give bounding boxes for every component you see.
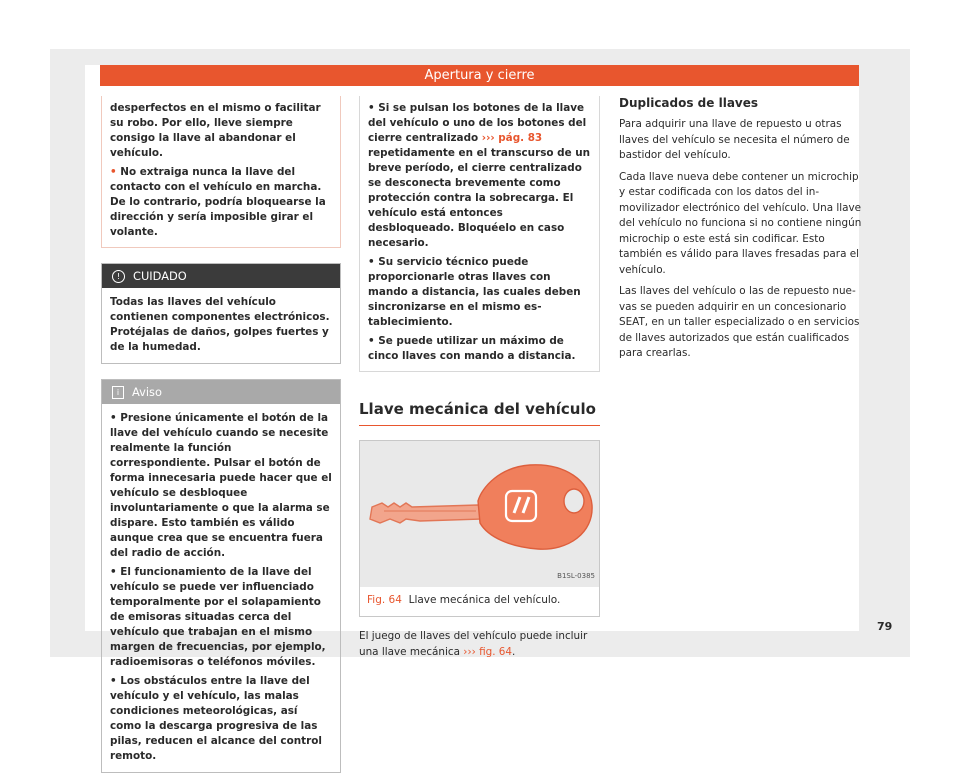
warning-item-text: No extraiga nunca la llave del contacto con el vehículo en marcha. De lo contrario, podría bloquearse la dirección y sería imposible girar el volante. [110,166,326,238]
aviso-item-text: El funcionamiento de la llave del vehículo se puede ver influenciado temporalmente por el solapamiento de emisoras situadas cerca del vehículo que trabajan en el mismo margen de frecuencias, por ejemplo, radioemisoras o teléfonos móviles. [110,566,326,668]
page-number: 79 [877,620,893,633]
info-icon: i [112,386,124,399]
aviso-body [102,404,340,772]
info-item-text: repetidamente en el transcurso de un breve período, el cierre centralizado se desconecta brevemente como protección contra la sobrecarga. El vehículo está entonces desbloqueado. Bloquéelo en caso necesario. [368,147,591,249]
figure-caption [360,587,599,616]
aviso-item: • Los obstáculos entre la llave del vehículo y el vehículo, las malas condiciones meteorológicas, así como la descarga progresiva de las pilas, reducen el alcance del control remoto. [110,675,322,762]
info-item: • Su servicio técnico puede proporcionarle otras llaves con mando a distancia, las cuales deben sincronizarse en el mismo establecimiento. [368,256,581,328]
section-title: Llave mecánica del vehículo [359,402,600,426]
info-item-text: Si se pulsan los botones de la llave del vehículo o uno de los botones del cierre centralizado [368,102,587,144]
warning-continuation-text: desperfectos en el mismo o facilitar su robo. Por ello, lleve siempre consigo la llave al abandonar el vehículo. [110,102,321,159]
info-item-text: Su servicio técnico puede proporcionarle otras llaves con mando a distancia, las cuales deben sincronizarse en el mismo establecimiento. [368,256,581,328]
bullet-icon: • [110,166,117,178]
warning-box-continuation [101,96,341,248]
warning-item [110,165,332,240]
body-end: . [512,645,516,658]
aviso-header [102,380,340,404]
figure-caption-text: Llave mecánica del vehículo. [408,594,561,606]
mechanical-key-illustration [360,441,601,587]
aviso-box [101,379,341,773]
body-paragraph [359,629,600,660]
info-box-continuation [359,96,600,372]
subsection-title: Duplicados de llaves [619,96,759,110]
fig-ref-link[interactable]: ››› fig. 64 [463,645,513,658]
cuidado-body: Todas las llaves del vehículo contienen componentes electrónicos. Protéjalas de daños, golpes fuertes y de la humedad. [110,296,330,353]
info-item: • Si se pulsan los botones de la llave del vehículo o uno de los botones del cierre centralizado ››› pág. 83 repetidamente en el transcurso de un breve período, el cierre centralizado se desconecta brevemente como protección contra la sobrecarga. El vehículo está entonces desbloqueado. Bloquéelo en caso necesario. [368,102,591,249]
page-ref-link[interactable]: ››› pág. 83 [481,132,543,144]
aviso-item: • Presione únicamente el botón de la llave del vehículo cuando se necesite realmente la función correspondiente. Pulsar el botón de forma innecesaria puede hacer que el vehículo se desbloquee involuntariamente o que la alarma se dispare. Esto también es válido aunque crea que se encuentra fuera del radio de acción. [110,412,332,559]
caution-icon: ! [112,270,125,283]
paragraph: Cada llave nueva debe contener un microchip y estar codificada con los datos del inmovilizador electrónico del vehículo. Una llave del vehículo no funciona si no contiene ningún microchip o este está sin codificar. Esto también es válido para llaves fresadas para el vehículo. [619,170,862,276]
paragraph: Para adquirir una llave de repuesto u otras llaves del vehículo se necesita el número de bastidor del vehículo. [619,118,850,161]
cuidado-box [101,263,341,364]
paragraph: Las llaves del vehículo o las de repuesto nuevas se pueden adquirir en un concesionario SEAT, en un taller especializado o en servicios de llaves autorizados que están cualificados para crearlas. [619,285,860,359]
chapter-header: Apertura y cierre [100,65,859,86]
aviso-item-text: Los obstáculos entre la llave del vehículo y el vehículo, las malas condiciones meteorológicas, así como la descarga progresiva de las pilas, reducen el alcance del control remoto. [110,675,322,762]
info-item: • Se puede utilizar un máximo de cinco llaves con mando a distancia. [368,335,576,362]
cuidado-title: CUIDADO [133,269,187,283]
figure-code: B1SL-0385 [557,572,595,580]
aviso-item: • El funcionamiento de la llave del vehículo se puede ver influenciado temporalmente por el solapamiento de emisoras situadas cerca del vehículo que trabajan en el mismo margen de frecuencias, por ejemplo, radioemisoras o teléfonos móviles. [110,566,326,668]
figure-image [360,441,599,587]
column-middle [359,96,600,660]
body-text: El juego de llaves del vehículo puede incluir una llave mecánica [359,630,588,658]
column-right [619,96,863,368]
column-left [101,96,341,773]
info-item-text: Se puede utilizar un máximo de cinco llaves con mando a distancia. [368,335,576,362]
aviso-item-text: Presione únicamente el botón de la llave del vehículo cuando se necesite realmente la función correspondiente. Pulsar el botón de forma innecesaria puede hacer que el vehículo se desbloquee involuntariamente o que la alarma se dispare. Esto también es válido aunque crea que se encuentra fuera del radio de acción. [110,412,332,559]
figure-64 [359,440,600,617]
figure-label: Fig. 64 [367,594,402,606]
aviso-title: Aviso [132,385,162,399]
cuidado-header [102,264,340,288]
